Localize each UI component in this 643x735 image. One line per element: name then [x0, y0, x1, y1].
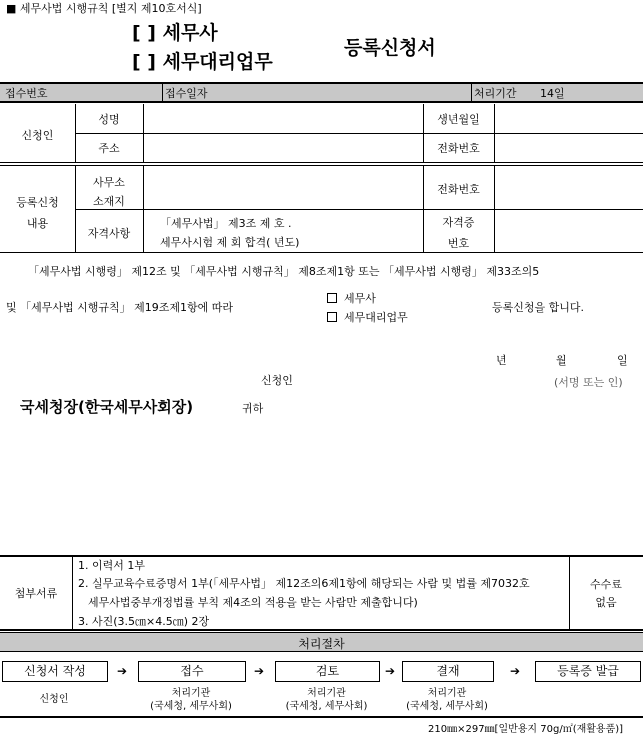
- divider: [72, 556, 73, 629]
- qualification-label: 자격사항: [87, 227, 131, 240]
- certificate-number-label-line1: 자격증: [442, 216, 475, 229]
- attachment-item2-line1: 2. 실무교육수료증명서 1부(「세무사법」 제12조의6제1항에 해당되는 사람 및 법률 제7032호: [78, 577, 530, 590]
- office-location-field[interactable]: [143, 167, 423, 207]
- signature-applicant-label: 신청인: [261, 374, 293, 387]
- row-divider: [75, 133, 643, 134]
- section-divider: [0, 162, 643, 163]
- step-review: 검토: [275, 661, 380, 682]
- attachment-item3: 3. 사진(3.5㎝×4.5㎝) 2장: [78, 615, 210, 628]
- applicant-phone-label: 전화번호: [437, 142, 480, 155]
- paper-spec: 210㎜×297㎜[일반용지 70g/㎡(재활용품)]: [428, 724, 624, 735]
- honorific: 귀하: [242, 402, 264, 415]
- date-month-label: 월: [556, 354, 567, 367]
- actor-agency-approval-detail: (국세청, 세무사회): [406, 701, 488, 712]
- applicant-phone-field[interactable]: [495, 135, 641, 160]
- applicant-section-label: 신청인: [21, 129, 54, 142]
- qualification-text-line2: 세무사시험 제 회 합격( 년도): [160, 236, 300, 249]
- attachment-item1: 1. 이력서 1부: [78, 559, 145, 572]
- actor-agency-receipt: 처리기관: [171, 688, 211, 699]
- date-year-label: 년: [496, 354, 507, 367]
- form-title: 등록신청서: [344, 37, 436, 59]
- office-phone-label: 전화번호: [437, 183, 480, 196]
- checkbox-tax-agency[interactable]: [327, 309, 408, 325]
- actor-applicant: 신청인: [39, 694, 69, 705]
- registration-section-label-line1: 등록신청: [16, 196, 59, 209]
- divider: [162, 83, 163, 101]
- row-divider: [75, 209, 643, 210]
- arrow-right-icon: ➔: [117, 664, 128, 678]
- step-application-writing: 신청서 작성: [2, 661, 108, 682]
- arrow-right-icon: ➔: [385, 664, 396, 678]
- signature-note: (서명 또는 인): [554, 376, 623, 389]
- checkbox-tax-accountant-label: 세무사: [344, 292, 376, 305]
- step-receipt: 접수: [138, 661, 246, 682]
- actor-agency-approval: 처리기관: [427, 688, 467, 699]
- form-reference: ■ 세무사법 시행규칙 [별지 제10호서식]: [6, 2, 202, 15]
- addressee: 국세청장(한국세무사회장): [20, 398, 194, 416]
- address-field[interactable]: [143, 135, 423, 160]
- attachment-item2-line2: 세무사법중부개정법률 부칙 제4조의 적용을 받는 사람만 제출합니다): [88, 596, 418, 609]
- fee-value: 없음: [595, 596, 617, 609]
- certificate-number-field[interactable]: [495, 211, 641, 251]
- name-field[interactable]: [143, 106, 423, 130]
- statement-line2-suffix: 등록신청을 합니다.: [492, 301, 585, 314]
- fee-label: 수수료: [590, 578, 622, 591]
- office-location-label-line1: 사무소: [93, 176, 125, 189]
- registration-section-label-line2: 내용: [26, 217, 49, 230]
- receipt-date-label: 접수일자: [165, 87, 208, 100]
- checkbox-tax-agency-label: 세무대리업무: [344, 311, 408, 324]
- attachments-bottom-border: [0, 629, 643, 631]
- section-divider: [0, 252, 643, 253]
- date-day-label: 일: [617, 354, 628, 367]
- certificate-number-label-line2: 번호: [447, 237, 470, 250]
- office-location-label-line2: 소재지: [93, 195, 125, 208]
- divider: [471, 83, 472, 101]
- checkbox-icon: [327, 312, 337, 322]
- address-label: 주소: [98, 142, 120, 155]
- checkbox-tax-accountant[interactable]: [327, 290, 376, 306]
- option-tax-agency: [ ] 세무대리업무: [132, 51, 273, 73]
- statement-line1: 「세무사법 시행령」 제12조 및 「세무사법 시행규칙」 제8조제1항 또는 「세무사법 시행령」 제33조의5: [28, 265, 540, 278]
- step-certificate-issuance: 등록증 발급: [535, 661, 641, 682]
- arrow-right-icon: ➔: [254, 664, 265, 678]
- divider: [569, 556, 570, 629]
- birth-date-label: 생년월일: [437, 113, 480, 126]
- step-approval: 결재: [402, 661, 494, 682]
- name-label: 성명: [98, 113, 120, 126]
- checkbox-icon: [327, 293, 337, 303]
- procedure-header-top-border: [0, 632, 643, 633]
- procedure-bottom-border: [0, 716, 643, 718]
- qualification-text-line1: 「세무사법」 제3조 제 호 .: [160, 217, 292, 230]
- actor-agency-receipt-detail: (국세청, 세무사회): [150, 701, 232, 712]
- actor-agency-review: 처리기관: [307, 688, 346, 699]
- top-row-bottom-border: [0, 101, 643, 103]
- statement-line2-prefix: 및 「세무사법 시행규칙」 제19조제1항에 따라: [6, 301, 233, 314]
- processing-period-value: 14일: [540, 87, 565, 100]
- attachments-label: 첨부서류: [14, 587, 58, 600]
- arrow-right-icon: ➔: [510, 664, 521, 678]
- option-tax-accountant: [ ] 세무사: [132, 22, 218, 44]
- processing-period-label: 처리기간: [474, 87, 517, 100]
- section-divider: [0, 165, 643, 166]
- actor-agency-review-detail: (국세청, 세무사회): [285, 701, 368, 712]
- receipt-number-label: 접수번호: [5, 87, 48, 100]
- top-border: [0, 82, 643, 84]
- birth-date-field[interactable]: [495, 106, 641, 130]
- procedure-title: 처리절차: [298, 637, 345, 651]
- office-phone-field[interactable]: [495, 167, 641, 207]
